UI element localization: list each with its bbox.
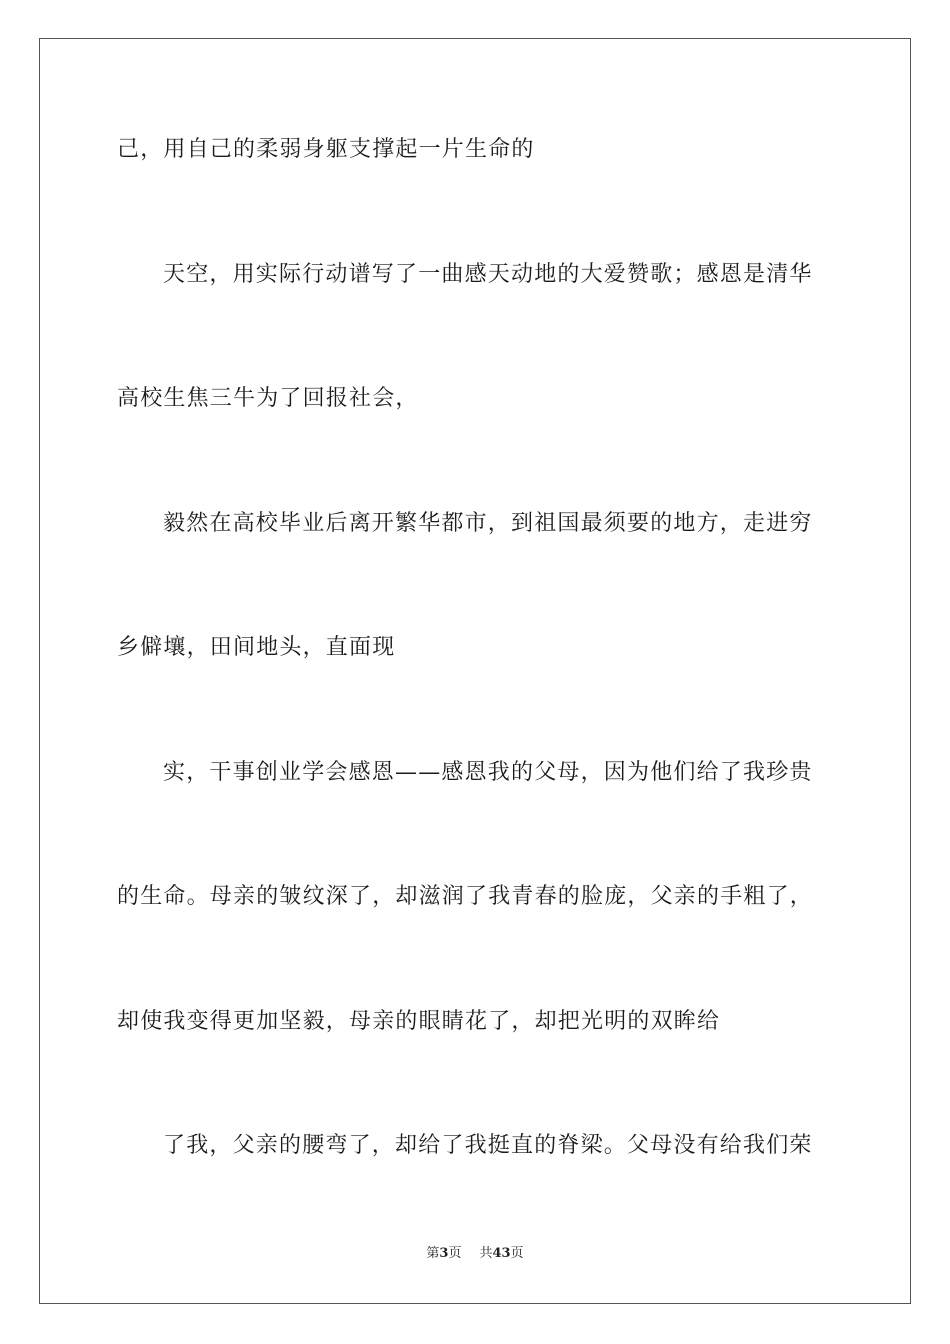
text-line-9: 了我，父亲的腰弯了，却给了我挺直的脊梁。父母没有给我们荣 [163,1133,813,1158]
footer-page-suffix: 页 [448,1246,462,1261]
text-line-2: 天空，用实际行动谱写了一曲感天动地的大爱赞歌；感恩是清华 [163,262,813,287]
text-line-3: 高校生焦三牛为了回报社会， [117,386,419,411]
footer-page-number: 3 [439,1246,449,1261]
page-footer [0,1246,950,1262]
text-line-7: 的生命。母亲的皱纹深了，却滋润了我青春的脸庞，父亲的手粗了， [117,884,814,909]
text-line-6: 实，干事创业学会感恩——感恩我的父母，因为他们给了我珍贵 [163,760,813,785]
text-line-5: 乡僻壤，田间地头，直面现 [117,635,396,660]
footer-page-prefix: 第 [426,1246,440,1261]
footer-total-pages: 43 [492,1246,511,1261]
text-line-8: 却使我变得更加坚毅，母亲的眼睛花了，却把光明的双眸给 [117,1009,721,1034]
text-line-4: 毅然在高校毕业后离开繁华都市，到祖国最须要的地方，走进穷 [163,511,813,536]
footer-total-suffix: 页 [510,1246,524,1261]
page-border [39,38,911,1304]
footer-total-prefix: 共 [479,1246,493,1261]
text-line-1: 己，用自己的柔弱身躯支撑起一片生命的 [117,137,535,162]
